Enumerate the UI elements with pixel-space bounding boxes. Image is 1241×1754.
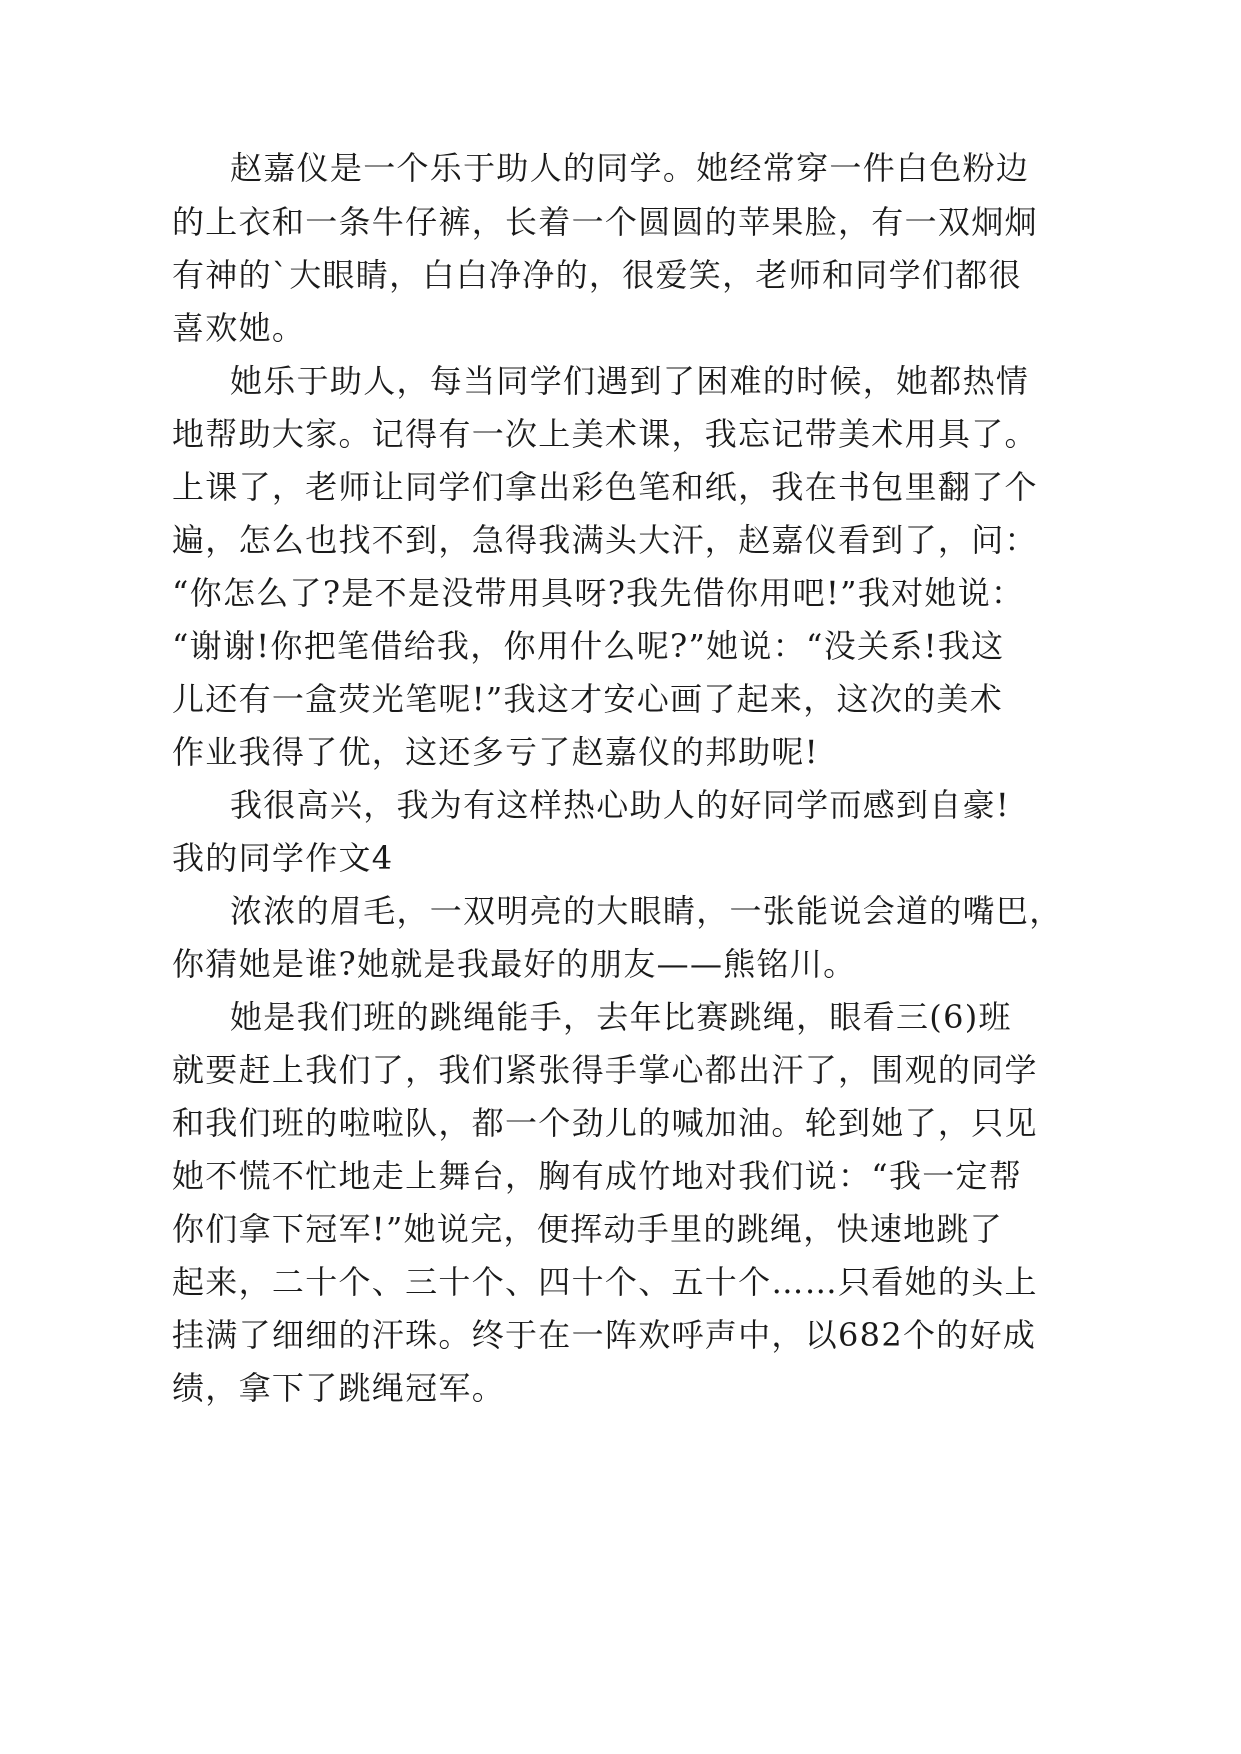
text-line: 上课了，老师让同学们拿出彩色笔和纸，我在书包里翻了个 [172, 468, 1038, 506]
section-heading: 我的同学作文4 [172, 839, 394, 877]
text-line: 挂满了细细的汗珠。终于在一阵欢呼声中，以682个的好成 [172, 1316, 1037, 1354]
text-line: 起来，二十个、三十个、四十个、五十个……只看她的头上 [172, 1263, 1038, 1301]
text-line: 她不慌不忙地走上舞台，胸有成竹地对我们说：“我一定帮 [172, 1157, 1023, 1195]
text-line: 就要赶上我们了，我们紧张得手掌心都出汗了，围观的同学 [172, 1051, 1038, 1089]
text-line: 绩，拿下了跳绳冠军。 [172, 1369, 506, 1407]
text-line: 她乐于助人，每当同学们遇到了困难的时候，她都热情 [230, 362, 1030, 400]
text-line: 浓浓的眉毛，一双明亮的大眼睛，一张能说会道的嘴巴， [230, 892, 1063, 930]
text-line: 的上衣和一条牛仔裤，长着一个圆圆的苹果脸，有一双炯炯 [172, 203, 1038, 241]
text-line: 有神的`大眼睛，白白净净的，很爱笑，老师和同学们都很 [172, 256, 1022, 294]
text-line: 遍，怎么也找不到，急得我满头大汗，赵嘉仪看到了，问： [172, 521, 1038, 559]
text-line: 她是我们班的跳绳能手，去年比赛跳绳，眼看三(6)班 [230, 998, 1012, 1036]
text-line: 赵嘉仪是一个乐于助人的同学。她经常穿一件白色粉边 [230, 149, 1030, 187]
text-line: 喜欢她。 [172, 309, 306, 347]
text-line: “谢谢!你把笔借给我，你用什么呢?”她说：“没关系!我这 [172, 627, 1005, 665]
text-line: 儿还有一盒荧光笔呢!”我这才安心画了起来，这次的美术 [172, 680, 1004, 718]
text-line: 我很高兴，我为有这样热心助人的好同学而感到自豪! [230, 786, 1011, 824]
text-line: 你们拿下冠军!”她说完，便挥动手里的跳绳，快速地跳了 [172, 1210, 1004, 1248]
text-line: “你怎么了?是不是没带用具呀?我先借你用吧!”我对她说： [172, 574, 1025, 612]
text-line: 你猜她是谁?她就是我最好的朋友——熊铭川。 [172, 945, 857, 983]
text-line: 和我们班的啦啦队，都一个劲儿的喊加油。轮到她了，只见 [172, 1104, 1038, 1142]
text-line: 作业我得了优，这还多亏了赵嘉仪的邦助呢! [172, 733, 819, 771]
text-line: 地帮助大家。记得有一次上美术课，我忘记带美术用具了。 [172, 415, 1038, 453]
